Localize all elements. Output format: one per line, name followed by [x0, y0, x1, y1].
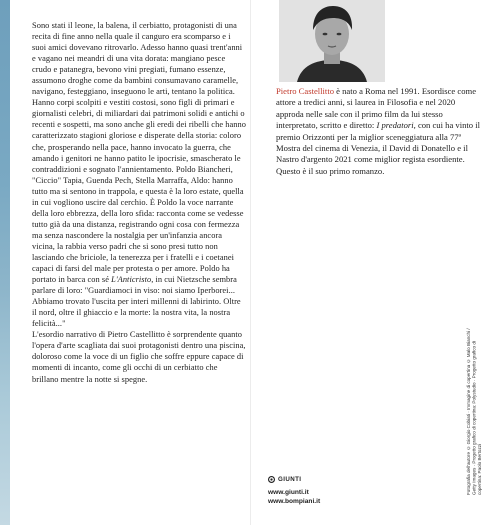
- back-cover-blurb: [32, 20, 246, 385]
- cover-photo-edge: [0, 0, 10, 525]
- credits-text: Fotografia dell'autore © Giorgio Cobiati · Immagine di copertina © Malo Bianchi / Getty Images · Progetto grafico di copertina: Polystudio · Progetto grafico di copertina: Paolo Bertozzi: [466, 328, 483, 495]
- giunti-logo-icon: [268, 476, 275, 483]
- author-photo: [279, 0, 385, 82]
- author-bio: Pietro Castellitto è nato a Roma nel 1991. Esordisce come attore a tredici anni, si laurea in Filosofia e nel 2020 approda nelle sale con il primo film da lui stesso interpretato, scritto e diretto: I predatori, con cui ha vinto il premio Orizzonti per la miglior sceneggiatura alla 77ª Mostra del cinema di Venezia, il David di Donatello e il Nastro d'argento 2021 come miglior regista esordiente. Questo è il suo primo romanzo.: [276, 86, 480, 176]
- website-bompiani[interactable]: www.bompiani.it: [268, 498, 321, 505]
- website-giunti[interactable]: www.giunti.it: [268, 489, 309, 496]
- blurb-paragraph-1: Sono stati il leone, la balena, il cerbiatto, protagonisti di una recita di fine anno nella quale il canguro era scomparso e i suoi amici dovevano ritrovarlo. Adesso hanno quasi trent'anni e vagano nei meandri di una vita dorata: mangiano pesce crudo e patanegra, bevono vini pregiati, fumano essenze, assumono droghe come da bambini consumavano caramelle, navigano, festeggiano, inseguono le arti, tentano la politica. Hanno corpi scolpiti e vestiti costosi, sono figli di primari e giornalisti celebri, di miliardari dai patrimoni solidi e antichi o recenti e sospetti, ma sono anche gli eredi dei ribelli che hanno caratterizzato stagioni gloriose e disperate della storia: coloro che, prosperando nella pace, hanno invocato la guerra, che amando i genitori ne hanno patito le ipocrisie, smascherato le contraddizioni e sognato l'annientamento. Poldo Biancheri, "Ciccio" Tapia, Guenda Pech, Stella Marraffa, Aldo: hanno tutto ma si sentono in trappola, e questa è la loro estate, quella in cui vogliono uscire dal cerchio. È Poldo la voce narrante della loro ebbrezza, della loro sfida: racconta come se vedesse tutto già da una distanza, registrando ogni cosa con fermezza ma senza nascondere la nostalgia per un'infanzia ancora vicina, la rabbia verso padri che si sono presi tutto non lasciando che briciole, la tenerezza per i fratelli e i coetanei capaci di farsi del male per protesta o per amore. Poldo ha portato in barca con sé L'Anticristo, in cui Nietzsche sembra parlare di loro: "Guardiamoci in viso: noi siamo Iperborei... Abbiamo trovato l'uscita per interi millenni di labirinto. Oltre il nord, oltre il ghiaccio e la morte: la nostra vita, la nostra felicità...": [32, 21, 246, 329]
- bio-closing-line: Questo è il suo primo romanzo.: [276, 165, 385, 176]
- publisher-logo-text: GIUNTI: [278, 476, 302, 483]
- flap-fold: [250, 0, 251, 525]
- book-title-anticristo: L'Anticristo: [111, 275, 152, 285]
- image-credits: [466, 325, 498, 495]
- blurb-paragraph-2: L'esordio narrativo di Pietro Castellitto è sorprendente quanto l'opera d'arte scagliata dai suoi protagonisti dentro una piscina, doloroso come la voce di un figlio che soffre eppure capace di momenti di incanto, come gli occhi di un cerbiatto che brillano mentre la notte si spegne.: [32, 330, 246, 384]
- author-name: Pietro Castellitto: [276, 86, 335, 96]
- film-title: I predatori: [376, 120, 414, 131]
- publisher-block: [268, 476, 320, 506]
- publisher-logo: [268, 476, 320, 483]
